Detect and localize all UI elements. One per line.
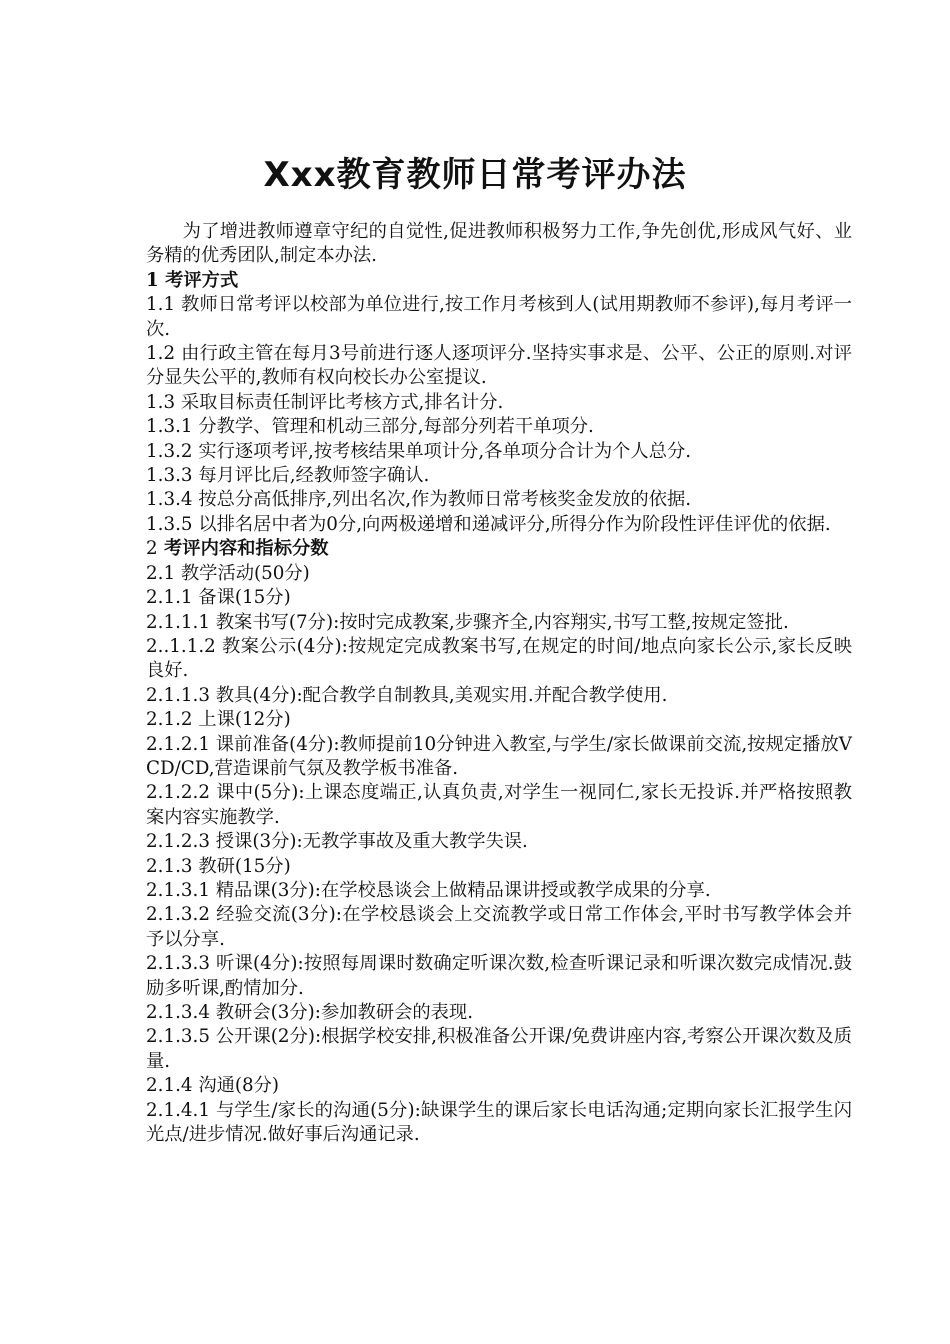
section-number: 1: [146, 269, 159, 291]
clause-paragraph: 2.1.1.3 教具(4分):配合教学自制教具,美观实用.并配合教学使用.: [146, 684, 668, 706]
clause-paragraph: 2.1.3.3 听课(4分):按照每周课时数确定听课次数,检查听课记录和听课次数完成情况.鼓励多听课,酌情加分.: [146, 953, 852, 999]
section-heading: [146, 537, 852, 561]
section-heading: [146, 269, 852, 293]
clause-paragraph: 1.3.4 按总分高低排序,列出名次,作为教师日常考核奖金发放的依据.: [146, 489, 692, 511]
section-number: 2: [146, 538, 158, 560]
clause-paragraph: 1.3.3 每月评比后,经教师签字确认.: [146, 465, 430, 487]
clause-paragraph: 2.1.2.3 授课(3分):无教学事故及重大教学失误.: [146, 831, 528, 853]
clause-paragraph: 2.1.3.1 精品课(3分):在学校恳谈会上做精品课讲授或教学成果的分享.: [146, 879, 711, 901]
clause-paragraph: 1.3.2 实行逐项考评,按考核结果单项计分,各单项分合计为个人总分.: [146, 440, 692, 462]
clause-paragraph: 2.1 教学活动(50分): [146, 562, 310, 584]
section-heading-text: 考评内容和指标分数: [164, 538, 329, 560]
clause-paragraph: 2.1.3.5 公开课(2分):根据学校安排,积极准备公开课/免费讲座内容,考察公开课次数及质量.: [146, 1026, 852, 1072]
clause-paragraph: 2.1.2.1 课前准备(4分):教师提前10分钟进入教室,与学生/家长做课前交流,按规定播放VCD/CD,营造课前气氛及教学板书准备.: [146, 733, 852, 779]
clause-paragraph: 1.3 采取目标责任制评比考核方式,排名计分.: [146, 391, 504, 413]
intro-paragraph: 为了增进教师遵章守纪的自觉性,促进教师积极努力工作,争先创优,形成风气好、业务精的优秀团队,制定本办法.: [146, 221, 852, 267]
clause-paragraph: 2.1.3 教研(15分): [146, 855, 291, 877]
section-heading-text: 考评方式: [165, 269, 239, 291]
clause-paragraph: 2.1.4.1 与学生/家长的沟通(5分):缺课学生的课后家长电话沟通;定期向家长汇报学生闪光点/进步情况.做好事后沟通记录.: [146, 1099, 852, 1146]
clause-paragraph: 1.3.1 分教学、管理和机动三部分,每部分列若干单项分.: [146, 416, 594, 438]
clause-paragraph: 2..1.1.2 教案公示(4分):按规定完成教案书写,在规定的时间/地点向家长公示,家长反映良好.: [146, 635, 852, 682]
clause-paragraph: 2.1.1.1 教案书写(7分):按时完成教案,步骤齐全,内容翔实,书写工整,按规定签批.: [146, 611, 789, 633]
clause-paragraph: 2.1.3.4 教研会(3分):参加教研会的表现.: [146, 1002, 474, 1023]
clause-paragraph: 2.1.2 上课(12分): [146, 709, 291, 731]
clause-paragraph: 2.1.4 沟通(8分): [146, 1075, 280, 1097]
clause-paragraph: 2.1.1 备课(15分): [146, 587, 291, 609]
clause-paragraph: 2.1.3.2 经验交流(3分):在学校恳谈会上交流教学或日常工作体会,平时书写教学体会并予以分享.: [146, 904, 852, 950]
document-title: Xxx教育教师日常考评办法: [263, 155, 687, 195]
document-body: [146, 220, 852, 1147]
clause-paragraph: 2.1.2.2 课中(5分):上课态度端正,认真负责,对学生一视同仁,家长无投诉.并严格按照教案内容实施教学.: [146, 782, 852, 828]
clause-paragraph: 1.2 由行政主管在每月3号前进行逐人逐项评分.坚持实事求是、公平、公正的原则.对评分显失公平的,教师有权向校长办公室提议.: [146, 343, 852, 389]
clause-paragraph: 1.1 教师日常考评以校部为单位进行,按工作月考核到人(试用期教师不参评),每月考评一次.: [146, 294, 852, 340]
clause-paragraph: 1.3.5 以排名居中者为0分,向两极递增和递减评分,所得分作为阶段性评佳评优的依据.: [146, 513, 831, 535]
